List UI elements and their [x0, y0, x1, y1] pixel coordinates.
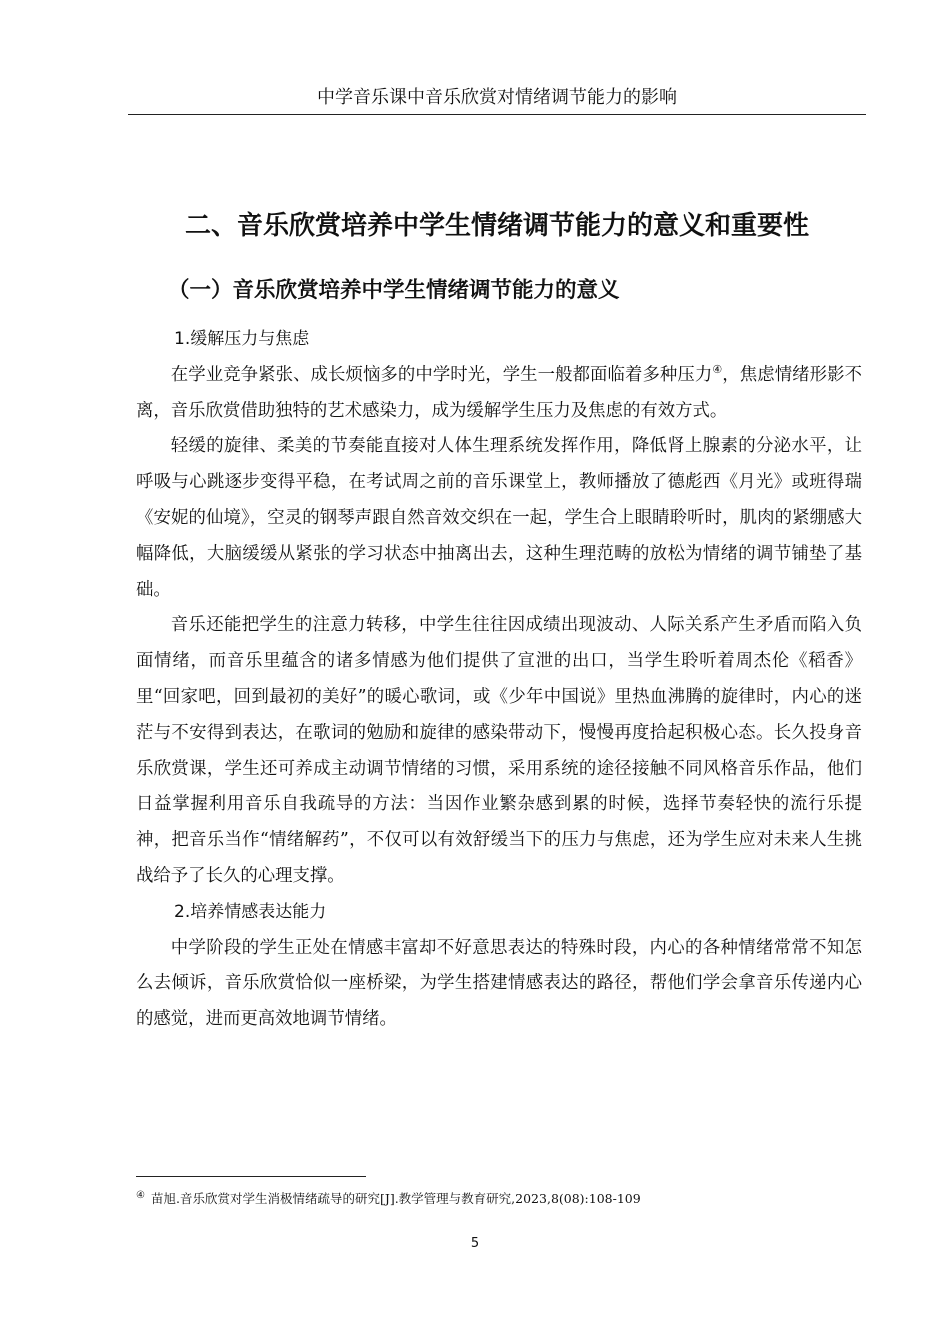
page-number: 5 [470, 1236, 480, 1251]
paragraph-text: 在学业竞争紧张、成长烦恼多的中学时光，学生一般都面临着多种压力 [170, 364, 713, 385]
footnote-reference[interactable]: ④ [712, 363, 723, 376]
footnote-divider [136, 1176, 366, 1177]
body-text [136, 322, 862, 1038]
paragraph-physiology: 轻缓的旋律、柔美的节奏能直接对人体生理系统发挥作用，降低肾上腺素的分泌水平，让呼吸与心跳逐步变得平稳，在考试周之前的音乐课堂上，教师播放了德彪西《月光》或班得瑞《安妮的仙境》，空灵的钢琴声跟自然音效交织在一起，学生合上眼睛聆听时，肌肉的紧绷感大幅降低，大脑缓缓从紧张的学习状态中抽离出去，这种生理范畴的放松为情绪的调节铺垫了基础。 [136, 436, 862, 600]
footnote [136, 1187, 862, 1208]
paragraph-attention: 音乐还能把学生的注意力转移，中学生往往因成绩出现波动、人际关系产生矛盾而陷入负面情绪，而音乐里蕴含的诸多情感为他们提供了宣泄的出口，当学生聆听着周杰伦《稻香》里“回家吧，回到最初的美好”的暖心歌词，或《少年中国说》里热血沸腾的旋律时，内心的迷茫与不安得到表达，在歌词的勉励和旋律的感染带动下，慢慢再度拾起积极心态。长久投身音乐欣赏课，学生还可养成主动调节情绪的习惯，采用系统的途径接触不同风格音乐作品，他们日益掌握利用音乐自我疏导的方法：当因作业繁杂感到累的时候，选择节奏轻快的流行乐提神，把音乐当作“情绪解药”，不仅可以有效舒缓当下的压力与焦虑，还为学生应对未来人生挑战给予了长久的心理支撑。 [136, 615, 862, 886]
paragraph-text: ，焦虑情绪形影不离，音乐欣赏借助独特的艺术感染力，成为缓解学生压力及焦虑的有效方式。 [136, 364, 862, 421]
paragraph-stress-intro [136, 358, 862, 430]
footnote-text: 苗旭.音乐欣赏对学生消极情绪疏导的研究[J].教学管理与教育研究,2023,8(08):108-109 [150, 1191, 641, 1207]
subsection-heading-expression: 2.培养情感表达能力 [174, 901, 327, 922]
running-header: 中学音乐课中音乐欣赏对情绪调节能力的影响 [128, 86, 866, 115]
section-title: （一）音乐欣赏培养中学生情绪调节能力的意义 [168, 278, 620, 303]
paragraph-expression: 中学阶段的学生正处在情感丰富却不好意思表达的特殊时段，内心的各种情绪常常不知怎么去倾诉，音乐欣赏恰似一座桥梁，为学生搭建情感表达的路径，帮他们学会拿音乐传递内心的感觉，进而更高效地调节情绪。 [136, 937, 862, 1030]
footnote-mark: ④ [136, 1190, 145, 1201]
subsection-heading-stress: 1.缓解压力与焦虑 [174, 329, 310, 349]
chapter-title: 二、音乐欣赏培养中学生情绪调节能力的意义和重要性 [184, 211, 809, 241]
